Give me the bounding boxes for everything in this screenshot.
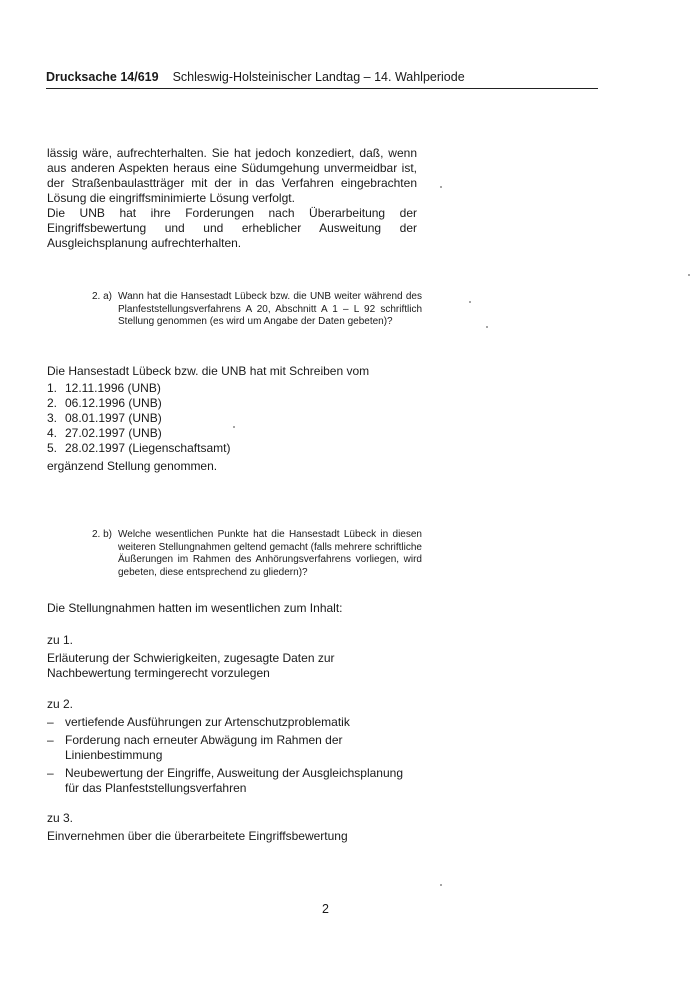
date-list-item — [47, 411, 230, 426]
date-list — [47, 381, 230, 456]
scan-speck — [440, 884, 442, 886]
page-number: 2 — [322, 902, 329, 916]
intro-paragraph-1: lässig wäre, aufrechterhalten. Sie hat jedoch konzediert, daß, wenn aus anderen Aspekten heraus eine Südumgehung unvermeidbar ist, der Straßenbaulastträger mit der in das Verfahren eingebrachten Lösung die eingriffsminimierte Lösung verfolgt. — [47, 146, 417, 205]
date-list-number: 2. — [47, 396, 58, 410]
date-list-item — [47, 426, 230, 441]
question-2b-text: Welche wesentlichen Punkte hat die Hansestadt Lübeck in diesen weiteren Stellungnahmen geltend gemacht (falls mehrere schriftliche Äußerungen im Rahmen des Anhörungsverfahrens vorliegen, wird gebeten, diese entsprechend zu gliedern)? — [118, 529, 422, 578]
question-2a-text: Wann hat die Hansestadt Lübeck bzw. die UNB weiter während des Planfeststellungsverfahrens A 20, Abschnitt A 1 – L 92 schriftlich Stellung genommen (es wird um Angabe der Daten gebeten)? — [118, 291, 422, 327]
scan-speck — [440, 186, 442, 188]
page-header — [46, 70, 598, 84]
header-title: Schleswig-Holsteinischer Landtag – 14. Wahlperiode — [172, 70, 465, 84]
answer-2b-intro: Die Stellungnahmen hatten im wesentlichen zum Inhalt: — [47, 601, 343, 615]
scan-speck — [486, 326, 488, 328]
zu2-list-item — [47, 733, 419, 763]
date-list-text: 12.11.1996 (UNB) — [65, 381, 161, 395]
date-list-number: 1. — [47, 381, 58, 395]
date-list-number: 4. — [47, 426, 58, 440]
zu2-list — [47, 715, 419, 796]
dash-bullet: – — [47, 766, 54, 780]
zu3-label: zu 3. — [47, 811, 74, 825]
zu2-list-item — [47, 715, 419, 730]
question-2b-number: 2. b) — [92, 529, 113, 540]
header-rule — [46, 88, 598, 89]
dash-bullet: – — [47, 715, 54, 729]
date-list-text: 08.01.1997 (UNB) — [65, 411, 162, 425]
zu2-list-wrap — [47, 715, 419, 799]
zu2-item-text: Forderung nach erneuter Abwägung im Rahmen der Linienbestimmung — [65, 733, 343, 762]
date-list-number: 3. — [47, 411, 58, 425]
date-list-item — [47, 396, 230, 411]
scan-speck — [233, 426, 235, 428]
dash-bullet: – — [47, 733, 54, 747]
zu2-list-item — [47, 766, 419, 796]
date-list-item — [47, 381, 230, 396]
question-2a-number: 2. a) — [92, 291, 113, 302]
zu1-text: Erläuterung der Schwierigkeiten, zugesagte Daten zur Nachbewertung termingerecht vorzulegen — [47, 651, 335, 680]
zu3-text: Einvernehmen über die überarbeitete Eingriffsbewertung — [47, 829, 348, 843]
scan-speck — [469, 301, 471, 303]
zu2-item-text: vertiefende Ausführungen zur Artenschutzproblematik — [65, 715, 350, 729]
zu1-label: zu 1. — [47, 633, 74, 647]
intro-paragraph-2: Die UNB hat ihre Forderungen nach Überarbeitung der Eingriffsbewertung und und erheblicher Ausweitung der Ausgleichsplanung aufrechterhalten. — [47, 206, 417, 250]
question-2a — [92, 291, 422, 329]
doc-number: Drucksache 14/619 — [46, 70, 159, 84]
date-list-text: 28.02.1997 (Liegenschaftsamt) — [65, 441, 231, 455]
date-list-text: 06.12.1996 (UNB) — [65, 396, 162, 410]
zu2-label: zu 2. — [47, 697, 74, 711]
question-2b — [92, 529, 422, 579]
date-list-number: 5. — [47, 441, 58, 455]
answer-2a-intro: Die Hansestadt Lübeck bzw. die UNB hat mit Schreiben vom — [47, 364, 370, 378]
zu2-item-text: Neubewertung der Eingriffe, Ausweitung der Ausgleichsplanung für das Planfeststellungsverfahren — [65, 766, 404, 795]
intro-section — [47, 146, 417, 251]
date-list-item — [47, 441, 230, 456]
scan-speck — [688, 274, 690, 276]
answer-2a-date-list — [47, 381, 230, 456]
answer-2a-outro: ergänzend Stellung genommen. — [47, 459, 218, 473]
date-list-text: 27.02.1997 (UNB) — [65, 426, 162, 440]
